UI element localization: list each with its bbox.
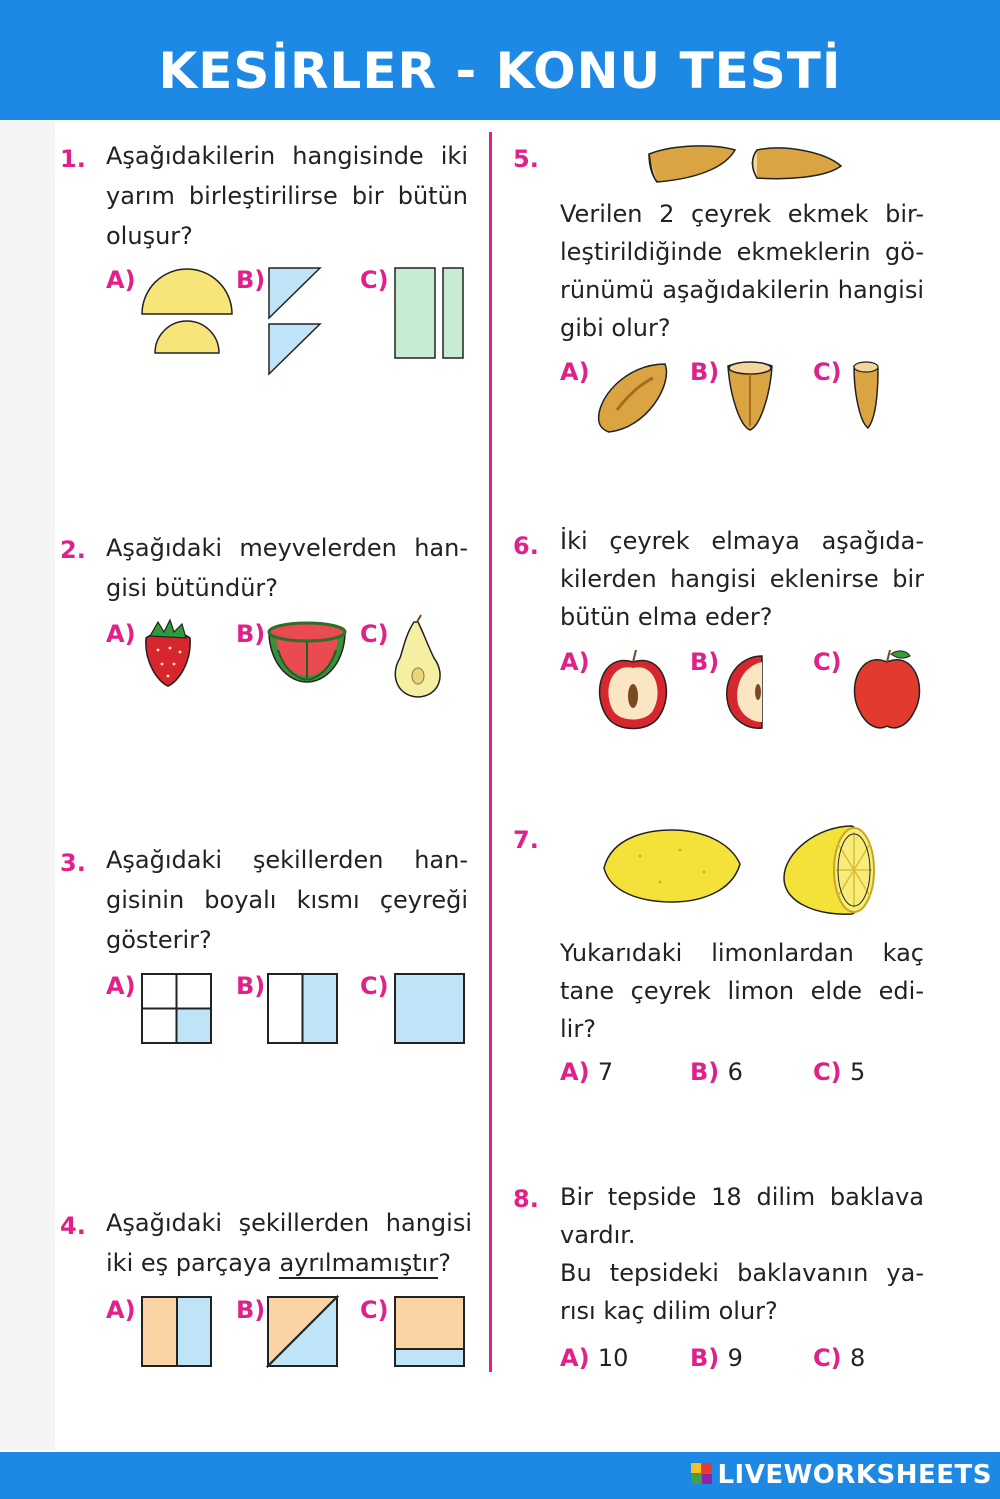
pear-half-image[interactable] <box>388 614 448 700</box>
option-c[interactable]: C) 8 <box>813 1344 866 1372</box>
option-c-label[interactable]: C) <box>360 620 389 648</box>
option-c-label[interactable]: C) <box>360 972 389 1000</box>
option-b-label[interactable]: B) <box>236 266 266 294</box>
left-margin-shade <box>0 120 55 1450</box>
triangle-top <box>269 268 320 318</box>
question-number: 7. <box>513 826 539 854</box>
option-b-label[interactable]: B) <box>690 648 720 676</box>
half-circle-large <box>142 269 232 314</box>
question-text: İki çeyrek elmaya aşağıda- kilerden hangisi eklenirse bir bütün elma eder? <box>560 527 924 631</box>
rect-narrow <box>443 268 463 358</box>
option-a-label[interactable]: A) <box>106 972 136 1000</box>
question-number: 6. <box>513 532 539 560</box>
option-c-label[interactable]: C) <box>813 648 842 676</box>
bread-quarter-image[interactable] <box>848 360 882 430</box>
page-header <box>0 0 1000 120</box>
option-c[interactable]: C) 5 <box>813 1058 866 1086</box>
option-a-label[interactable]: A) <box>106 1296 136 1324</box>
question-text: Aşağıdaki meyvelerden han- gisi bütündür? <box>106 534 468 602</box>
option-b-label[interactable]: B) <box>236 1296 266 1324</box>
option-a-label[interactable]: A) <box>106 620 136 648</box>
option-c-unequal-square[interactable] <box>394 1296 466 1368</box>
triangle-bottom <box>269 324 320 374</box>
apple-quarter-image[interactable] <box>722 650 768 732</box>
option-a-split-square[interactable] <box>141 1296 213 1368</box>
option-a-label[interactable]: A) <box>106 266 136 294</box>
option-c-label[interactable]: C) <box>360 1296 389 1324</box>
question-text: Aşağıdaki şekillerden hangisi iki eş parçaya ayrılmamıştır? <box>106 1209 472 1277</box>
option-a-half-circles[interactable] <box>140 262 235 357</box>
option-c-label[interactable]: C) <box>360 266 389 294</box>
liveworksheets-logo-icon <box>691 1463 713 1485</box>
question-number: 1. <box>60 145 86 173</box>
option-a[interactable]: A) 10 <box>560 1344 629 1372</box>
question-number: 4. <box>60 1212 86 1240</box>
option-b-diagonal-square[interactable] <box>267 1296 339 1368</box>
option-b-label[interactable]: B) <box>690 358 720 386</box>
question-number: 8. <box>513 1185 539 1213</box>
option-a-quarter-square[interactable] <box>141 973 213 1045</box>
option-b-label[interactable]: B) <box>236 620 266 648</box>
column-divider <box>489 132 492 1372</box>
lemon-whole-image <box>600 826 744 906</box>
page-footer <box>0 1452 1000 1499</box>
question-number: 5. <box>513 145 539 173</box>
bread-half-image[interactable] <box>724 360 776 432</box>
page-title: KESİRLER - KONU TESTİ <box>158 42 842 100</box>
option-a-label[interactable]: A) <box>560 358 590 386</box>
option-a-label[interactable]: A) <box>560 648 590 676</box>
rect-wide <box>395 268 435 358</box>
option-b-label[interactable]: B) <box>236 972 266 1000</box>
option-b-triangles[interactable] <box>266 266 326 376</box>
question-text: Verilen 2 çeyrek ekmek bir- leştirildiğinde ekmeklerin gö- rünümü aşağıdakilerin hangisi gibi olur? <box>560 200 924 342</box>
option-c-rectangles[interactable] <box>394 266 466 361</box>
question-text: Aşağıdakilerin hangisinde iki yarım birleştirilirse bir bütün oluşur? <box>106 142 468 250</box>
question-number: 2. <box>60 536 86 564</box>
question-number: 3. <box>60 849 86 877</box>
apple-half-image[interactable] <box>594 650 672 732</box>
apple-whole-image[interactable] <box>850 648 924 732</box>
strawberry-image[interactable] <box>140 618 196 690</box>
bread-quarters-image <box>645 140 845 188</box>
underlined-word: ayrılmamıştır <box>279 1249 439 1277</box>
half-circle-small <box>155 321 219 353</box>
lemon-cut-image <box>780 822 880 920</box>
question-text: Yukarıdaki limonlardan kaç tane çeyrek limon elde edi- lir? <box>560 939 924 1043</box>
option-c-label[interactable]: C) <box>813 358 842 386</box>
option-c-full-square[interactable] <box>394 973 466 1045</box>
option-a[interactable]: A) 7 <box>560 1058 614 1086</box>
question-text: Aşağıdaki şekillerden han- gisinin boyalı kısmı çeyreği gösterir? <box>106 846 468 954</box>
option-b[interactable]: B) 9 <box>690 1344 743 1372</box>
question-text: Bir tepside 18 dilim baklava vardır. Bu tepsideki baklavanın ya- rısı kaç dilim olur? <box>560 1183 924 1325</box>
option-b[interactable]: B) 6 <box>690 1058 743 1086</box>
option-b-half-square[interactable] <box>267 973 339 1045</box>
bread-whole-image[interactable] <box>595 360 673 434</box>
watermelon-bowl-image[interactable] <box>266 620 348 686</box>
brand-logo[interactable]: LIVEWORKSHEETS <box>691 1460 992 1490</box>
